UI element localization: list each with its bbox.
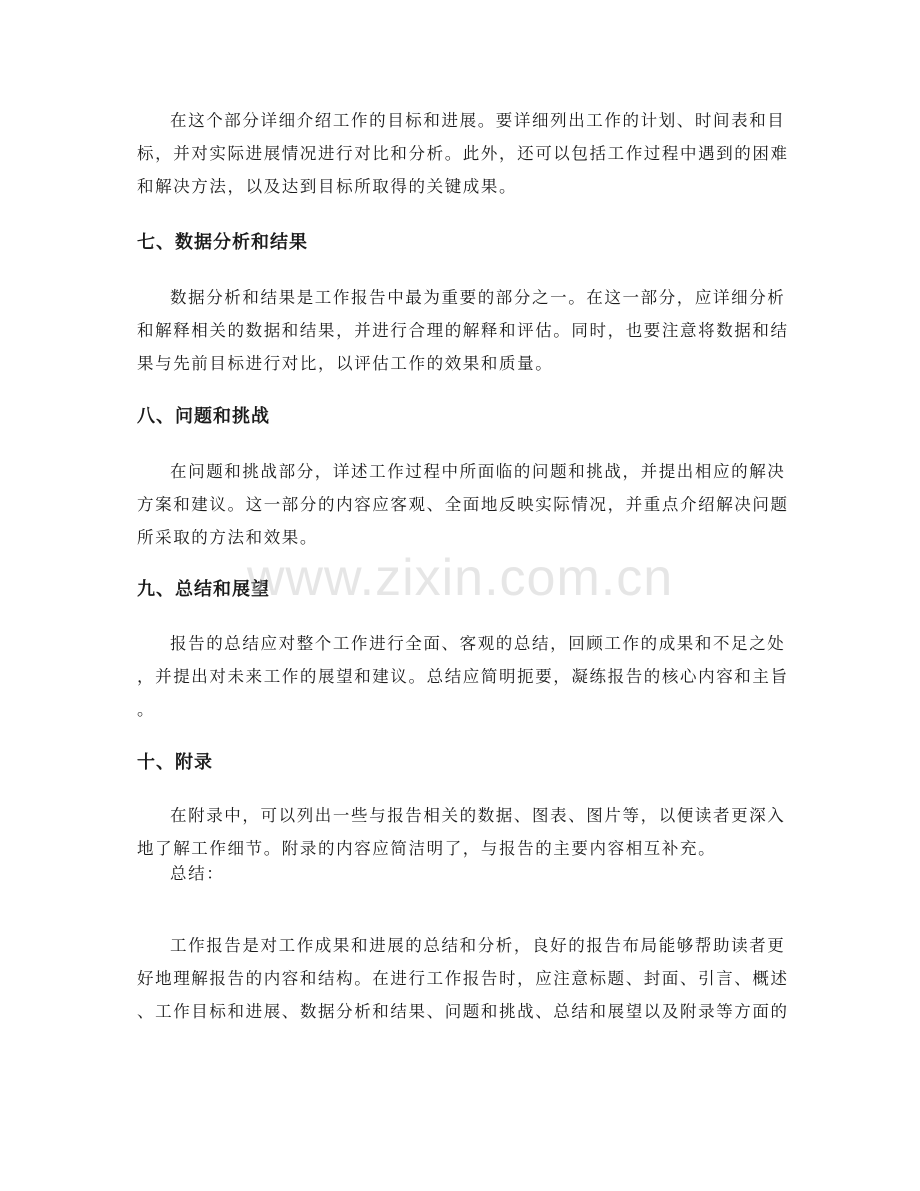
section-heading-appendix: 十、附录 [137, 752, 213, 773]
paragraph-line: 地了解工作细节。附录的内容应简洁明了，与报告的主要内容相互补充。 [137, 839, 717, 858]
paragraph-goals-progress [137, 104, 789, 203]
paragraph-line: 方案和建议。这一部分的内容应客观、全面地反映实际情况，并重点介绍解决问题 [137, 495, 789, 514]
paragraph-appendix [137, 799, 789, 865]
paragraph-line: 、工作目标和进展、数据分析和结果、问题和挑战、总结和展望以及附录等方面的 [137, 1002, 789, 1021]
paragraph-summary-outlook [137, 627, 789, 726]
paragraph-line: 。 [137, 700, 156, 719]
section-heading-data-analysis: 七、数据分析和结果 [137, 232, 308, 253]
paragraph-line: 在附录中，可以列出一些与报告相关的数据、图表、图片等，以便读者更深入 [170, 806, 786, 825]
paragraph-line: 和解决方法，以及达到目标所取得的关键成果。 [137, 177, 518, 196]
watermark-text: www.zixin.com.cn [246, 549, 674, 607]
section-heading-summary-outlook: 九、总结和展望 [137, 579, 270, 600]
paragraph-line: 果与先前目标进行对比，以评估工作的效果和质量。 [137, 354, 554, 373]
paragraph-line: 标，并对实际进展情况进行对比和分析。此外，还可以包括工作过程中遇到的困难 [137, 144, 789, 163]
paragraph-line: 和解释相关的数据和结果，并进行合理的解释和评估。同时，也要注意将数据和结 [137, 321, 789, 340]
paragraph-line: ，并提出对未来工作的展望和建议。总结应简明扼要，凝练报告的核心内容和主旨 [137, 667, 789, 686]
paragraph-conclusion [137, 929, 789, 1028]
paragraph-data-analysis [137, 281, 789, 380]
paragraph-line: 好地理解报告的内容和结构。在进行工作报告时，应注意标题、封面、引言、概述 [137, 969, 789, 988]
paragraph-problems-challenges [137, 455, 789, 554]
paragraph-line: 总结： [170, 864, 225, 883]
paragraph-line: 在问题和挑战部分，详述工作过程中所面临的问题和挑战，并提出相应的解决 [170, 462, 786, 481]
paragraph-line: 在这个部分详细介绍工作的目标和进展。要详细列出工作的计划、时间表和目 [170, 111, 786, 130]
paragraph-line: 数据分析和结果是工作报告中最为重要的部分之一。在这一部分，应详细分析 [170, 288, 786, 307]
paragraph-line: 报告的总结应对整个工作进行全面、客观的总结，回顾工作的成果和不足之处 [170, 634, 786, 653]
section-heading-problems-challenges: 八、问题和挑战 [137, 406, 270, 427]
paragraph-line: 所采取的方法和效果。 [137, 528, 318, 547]
paragraph-line: 工作报告是对工作成果和进展的总结和分析，良好的报告布局能够帮助读者更 [170, 936, 786, 955]
paragraph-conclusion-label [137, 857, 789, 890]
